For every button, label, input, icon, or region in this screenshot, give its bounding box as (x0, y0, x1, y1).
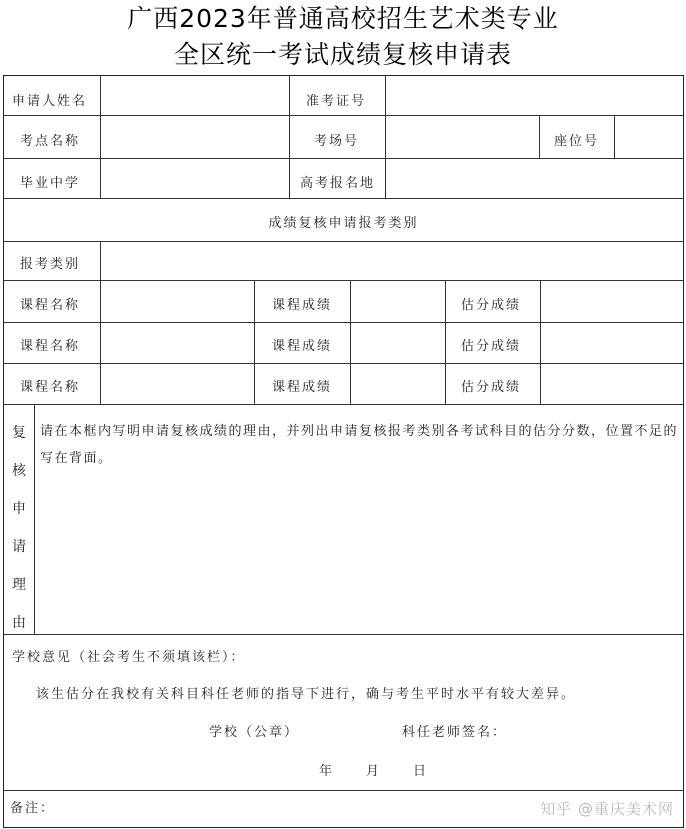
col-divider (350, 280, 351, 404)
reason-box[interactable] (4, 404, 683, 634)
estimated-score-label: 估分成绩 (461, 298, 522, 313)
col-divider (289, 76, 290, 198)
col-divider (100, 76, 101, 198)
col-divider (385, 76, 386, 198)
applicant-name-label: 申请人姓名 (12, 94, 88, 109)
col-divider (539, 115, 540, 158)
side-char: 核 (12, 463, 26, 479)
row-divider (4, 634, 683, 635)
date-day-label: 日 (413, 764, 429, 779)
seat-no-label: 座位号 (554, 134, 600, 149)
row-divider (4, 198, 683, 199)
row-divider (4, 280, 683, 281)
row-divider (4, 115, 683, 116)
school-seal-label: 学校（公章） (209, 725, 300, 740)
course-score-label: 课程成绩 (272, 380, 333, 395)
watermark: 知乎 @重庆美术网 (540, 800, 674, 818)
school-opinion-label: 学校意见（社会考生不须填该栏）： (12, 650, 246, 665)
application-form-table (3, 75, 684, 828)
teacher-sign-label: 科任老师签名： (402, 725, 508, 740)
category-label: 报考类别 (20, 257, 81, 272)
date-year-label: 年 (319, 764, 335, 779)
side-char: 请 (12, 539, 26, 555)
estimated-score-label: 估分成绩 (461, 339, 522, 354)
col-divider (100, 280, 101, 404)
exam-room-label: 考场号 (314, 134, 360, 149)
side-char: 由 (12, 615, 26, 631)
course-name-label: 课程名称 (20, 339, 81, 354)
form-title-line-2: 全区统一考试成绩复核申请表 (173, 40, 512, 69)
ticket-no-label: 准考证号 (306, 94, 367, 109)
col-divider (445, 280, 446, 404)
form-title-line-1: 广西2023年普通高校招生艺术类专业 (127, 4, 559, 33)
side-char: 复 (12, 425, 26, 441)
course-score-label: 课程成绩 (272, 339, 333, 354)
row-divider (4, 790, 683, 791)
section-title: 成绩复核申请报考类别 (268, 216, 419, 231)
registration-place-label: 高考报名地 (300, 176, 376, 191)
col-divider (254, 280, 255, 404)
side-char: 申 (12, 501, 26, 517)
row-divider (4, 158, 683, 159)
col-divider (614, 115, 615, 158)
course-name-label: 课程名称 (20, 298, 81, 313)
course-score-label: 课程成绩 (272, 298, 333, 313)
estimated-score-label: 估分成绩 (461, 380, 522, 395)
row-divider (4, 363, 683, 364)
course-name-label: 课程名称 (20, 380, 81, 395)
remarks-label: 备注： (10, 801, 56, 816)
side-char: 理 (12, 577, 26, 593)
date-month-label: 月 (366, 764, 382, 779)
graduated-school-label: 毕业中学 (20, 176, 81, 191)
row-divider (4, 241, 683, 242)
exam-site-label: 考点名称 (20, 134, 81, 149)
reason-instruction: 请在本框内写明申请复核成绩的理由，并列出申请复核报考类别各考试科目的估分分数，位置不足的写在背面。 (40, 424, 679, 466)
col-divider (540, 280, 541, 404)
school-statement: 该生估分在我校有关科目科任老师的指导下进行，确与考生平时水平有较大差异。 (36, 687, 577, 702)
col-divider (100, 241, 101, 280)
row-divider (4, 322, 683, 323)
